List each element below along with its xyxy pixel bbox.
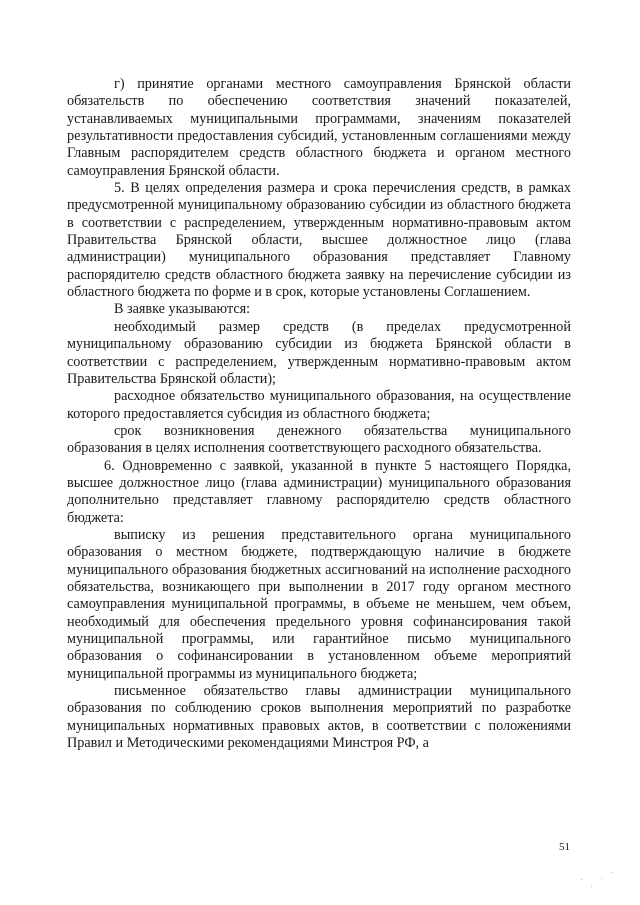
- paragraph-expense-obligation: расходное обязательство муниципального образования, на осуществление которого предоставляется субсидия из областного бюджета;: [67, 388, 571, 422]
- paragraph-g-obligations: г) принятие органами местного самоуправления Брянской области обязательств по обеспечению соответствия значений показателей, устанавливаемых муниципальными программами, значениям показателей результативности предоставления субсидий, установленным соглашениями между Главным распорядителем средств областного бюджета и органом местного самоуправления Брянской области.: [67, 76, 571, 179]
- paragraph-6-additional-documents: 6. Одновременно с заявкой, указанной в пункте 5 настоящего Порядка, высшее должностное лицо (глава администрации) муниципального образования дополнительно представляет главному распорядителю средств областного бюджета:: [67, 457, 571, 526]
- page-number: 51: [559, 841, 570, 853]
- paragraph-application-contents-heading: В заявке указываются:: [114, 301, 251, 318]
- paragraph-written-obligation: письменное обязательство главы администрации муниципального образования по соблюдению сроков выполнения мероприятий по разработке муниципальных нормативных правовых актов, в соответствии с положениями Правил и Методическими рекомендациями Минстроя РФ, а: [67, 683, 571, 752]
- paragraph-budget-extract: выписку из решения представительного органа муниципального образования о местном бюджете, подтверждающую наличие в бюджете муниципального образования бюджетных ассигнований на исполнение расходного обязательства, возникающего при выполнении в 2017 году органом местного самоуправления муниципальной программы, в объеме не меньшем, чем объем, необходимый для обеспечения предельного уровня софинансирования такой муниципальной программы, или гарантийное письмо муниципального образования о софинансировании в установленном объеме мероприятий муниципальной программы из муниципального бюджета;: [67, 526, 571, 682]
- paragraph-required-amount: необходимый размер средств (в пределах предусмотренной муниципальному образованию субсидии из бюджета Брянской области в соответствии с распределением, утвержденным нормативно-правовым актом Правительства Брянской области);: [67, 318, 571, 387]
- paragraph-obligation-deadline: срок возникновения денежного обязательства муниципального образования в целях исполнения соответствующего расходного обязательства.: [67, 422, 571, 457]
- document-body: [67, 76, 571, 752]
- paragraph-5-application: 5. В целях определения размера и срока перечисления средств, в рамках предусмотренной муниципальному образованию субсидии из областного бюджета в соответствии с распределением, утвержденным нормативно-правовым актом Правительства Брянской области, высшее должностное лицо (глава администрации) муниципального образования представляет Главному распорядителю средств областного бюджета заявку на перечисление субсидии из областного бюджета по форме и в срок, которые установлены Соглашением.: [67, 180, 571, 301]
- scan-artifact: [591, 886, 592, 887]
- scan-artifact: [581, 879, 582, 880]
- scan-artifact: [601, 878, 602, 879]
- scan-artifact: [612, 872, 613, 873]
